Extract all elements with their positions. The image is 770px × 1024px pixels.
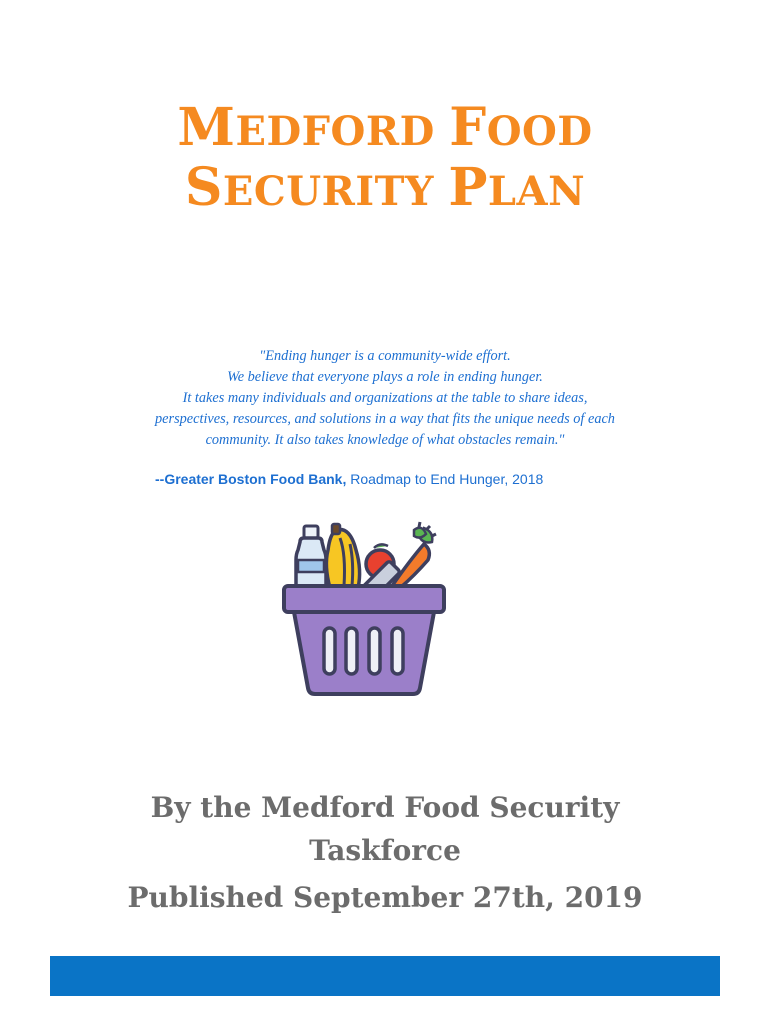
title-line-2: SECURITY PLAN bbox=[184, 157, 586, 218]
carrot-icon bbox=[392, 522, 436, 588]
footer-bar bbox=[50, 956, 720, 996]
quote-line: community. It also takes knowledge of what obstacles remain." bbox=[205, 432, 565, 448]
byline-line-1: By the Medford Food Security bbox=[150, 791, 620, 824]
publication-date: Published September 27th, 2019 bbox=[127, 881, 643, 914]
water-bottle-icon bbox=[296, 526, 326, 586]
quote-line: perspectives, resources, and solutions in a way that fits the unique needs of each bbox=[155, 411, 615, 427]
grocery-basket-icon bbox=[274, 520, 454, 698]
quote-line: It takes many individuals and organizations at the table to share ideas, bbox=[182, 390, 588, 406]
attribution-source: Roadmap to End Hunger, 2018 bbox=[350, 471, 544, 487]
byline bbox=[0, 786, 770, 872]
banana-icon bbox=[326, 524, 359, 588]
page-title bbox=[0, 98, 770, 218]
epigraph-quote bbox=[110, 346, 660, 451]
byline-line-2: Taskforce bbox=[309, 834, 461, 867]
quote-attribution bbox=[155, 471, 543, 487]
title-line-1: MEDFORD FOOD bbox=[177, 97, 593, 158]
quote-line: We believe that everyone plays a role in ending hunger. bbox=[227, 369, 543, 385]
attribution-author: --Greater Boston Food Bank, bbox=[155, 471, 347, 487]
quote-line: "Ending hunger is a community-wide effort. bbox=[259, 348, 511, 364]
